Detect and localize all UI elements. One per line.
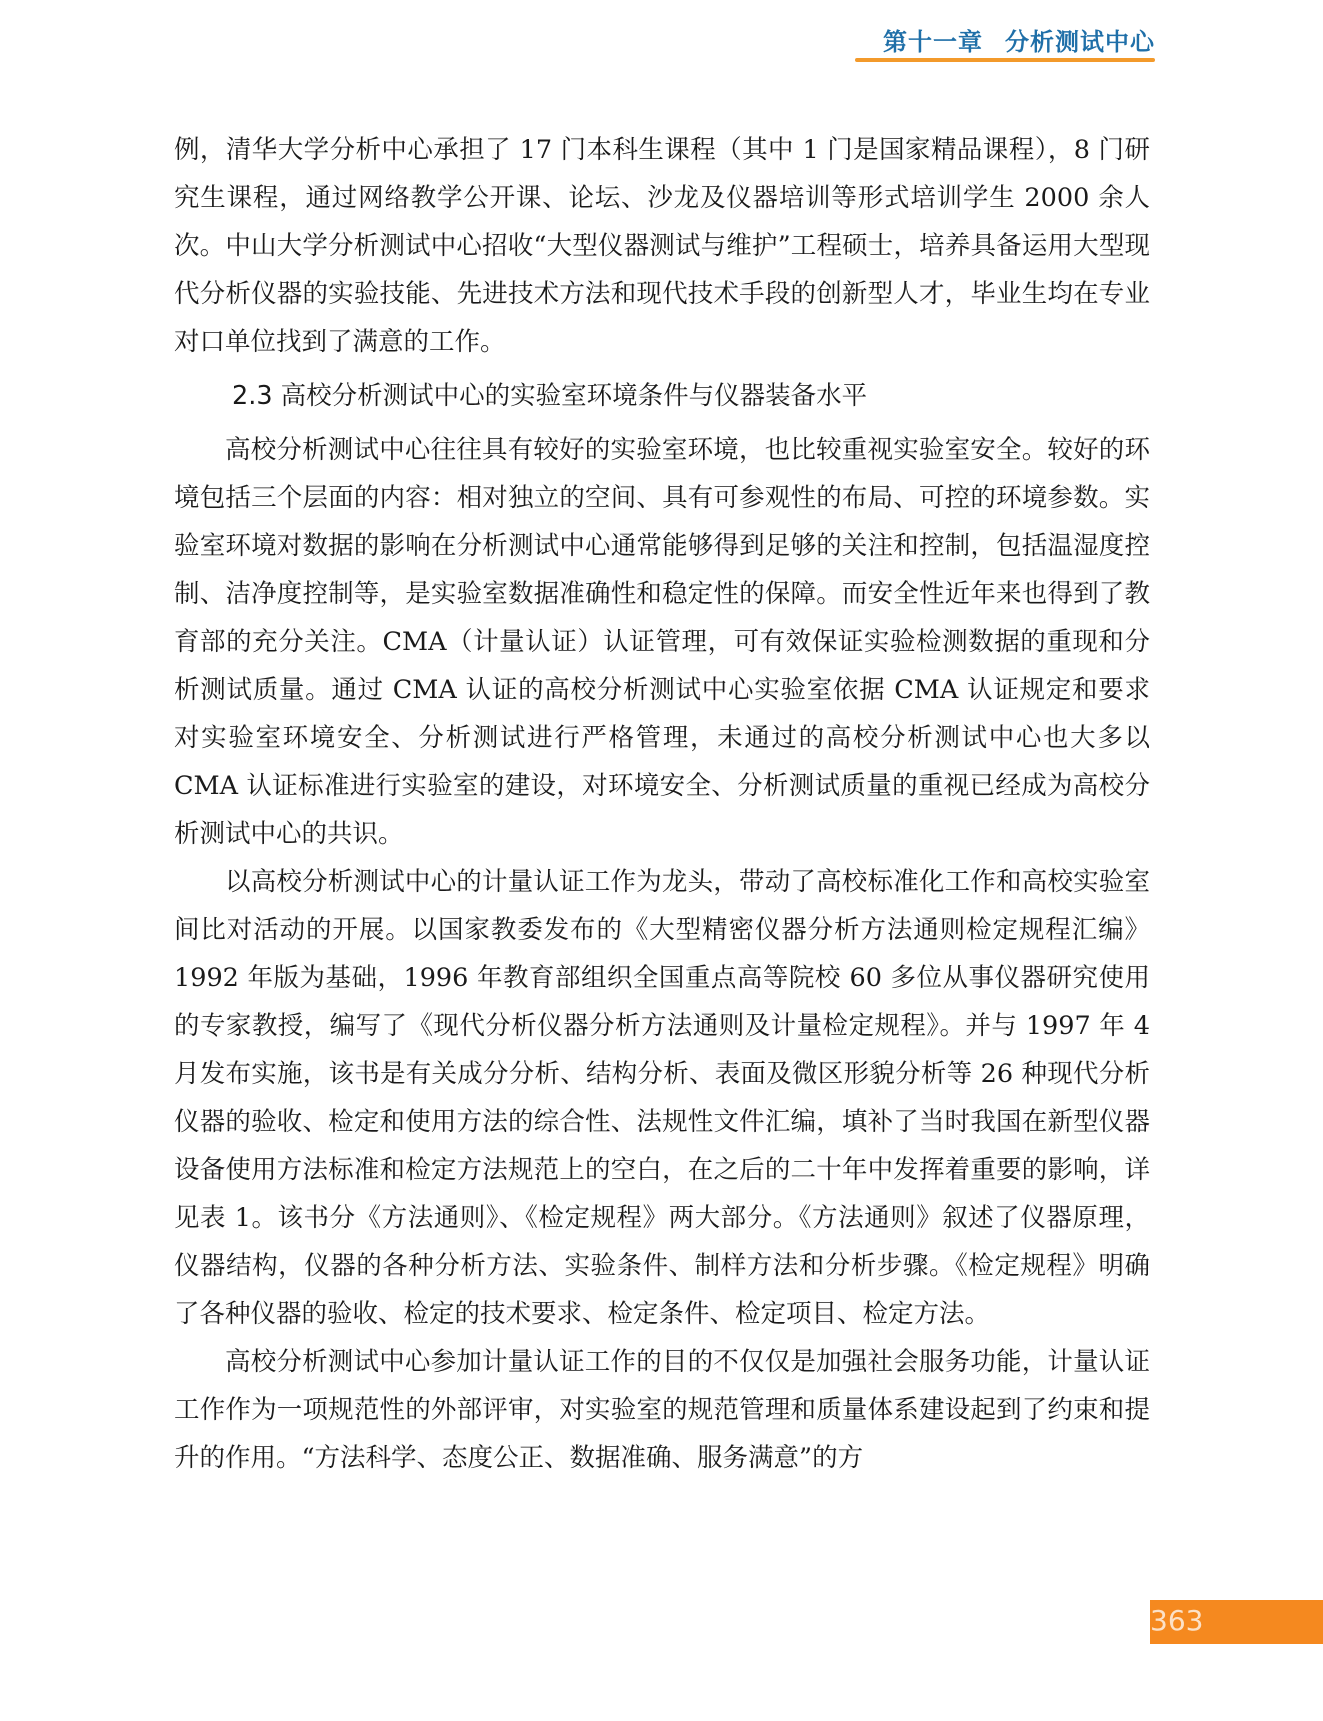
header-underline bbox=[855, 58, 1155, 62]
paragraph-purpose: 高校分析测试中心参加计量认证工作的目的不仅仅是加强社会服务功能，计量认证工作作为一项规范性的外部评审，对实验室的规范管理和质量体系建设起到了约束和提升的作用。“方法科学、态度公正、数据准确、服务满意”的方 bbox=[174, 1347, 1150, 1473]
section-heading: 2.3 高校分析测试中心的实验室环境条件与仪器装备水平 bbox=[232, 381, 868, 411]
paragraph-environment: 高校分析测试中心往往具有较好的实验室环境，也比较重视实验室安全。较好的环境包括三个层面的内容：相对独立的空间、具有可参观性的布局、可控的环境参数。实验室环境对数据的影响在分析测试中心通常能够得到足够的关注和控制，包括温湿度控制、洁净度控制等，是实验室数据准确性和稳定性的保障。而安全性近年来也得到了教育部的充分关注。CMA（计量认证）认证管理，可有效保证实验检测数据的重现和分析测试质量。通过 CMA 认证的高校分析测试中心实验室依据 CMA 认证规定和要求对实验室环境安全、分析测试进行严格管理，未通过的高校分析测试中心也大多以 CMA 认证标准进行实验室的建设，对环境安全、分析测试质量的重视已经成为高校分析测试中心的共识。 bbox=[174, 435, 1150, 849]
page-number: 363 bbox=[1150, 1604, 1204, 1637]
paragraph-certification: 以高校分析测试中心的计量认证工作为龙头，带动了高校标准化工作和高校实验室间比对活动的开展。以国家教委发布的《大型精密仪器分析方法通则检定规程汇编》1992 年版为基础，1996 年教育部组织全国重点高等院校 60 多位从事仪器研究使用的专家教授，编写了《现代分析仪器分析方法通则及计量检定规程》。并与 1997 年 4 月发布实施，该书是有关成分分析、结构分析、表面及微区形貌分析等 26 种现代分析仪器的验收、检定和使用方法的综合性、法规性文件汇编，填补了当时我国在新型仪器设备使用方法标准和检定方法规范上的空白，在之后的二十年中发挥着重要的影响，详见表 1。该书分《方法通则》、《检定规程》两大部分。《方法通则》叙述了仪器原理，仪器结构，仪器的各种分析方法、实验条件、制样方法和分析步骤。《检定规程》明确了各种仪器的验收、检定的技术要求、检定条件、检定项目、检定方法。 bbox=[174, 867, 1150, 1329]
chapter-label: 第十一章 bbox=[883, 28, 983, 56]
body-text bbox=[174, 126, 1150, 1482]
chapter-title bbox=[883, 22, 1155, 57]
paragraph-continued: 例，清华大学分析中心承担了 17 门本科生课程（其中 1 门是国家精品课程），8 门研究生课程，通过网络教学公开课、论坛、沙龙及仪器培训等形式培训学生 2000 余人次。中山大学分析测试中心招收“大型仪器测试与维护”工程硕士，培养具备运用大型现代分析仪器的实验技能、先进技术方法和现代技术手段的创新型人才，毕业生均在专业对口单位找到了满意的工作。 bbox=[174, 135, 1150, 357]
page-number-tab bbox=[1150, 1600, 1323, 1644]
running-header bbox=[855, 22, 1155, 66]
chapter-name: 分析测试中心 bbox=[1005, 28, 1155, 56]
